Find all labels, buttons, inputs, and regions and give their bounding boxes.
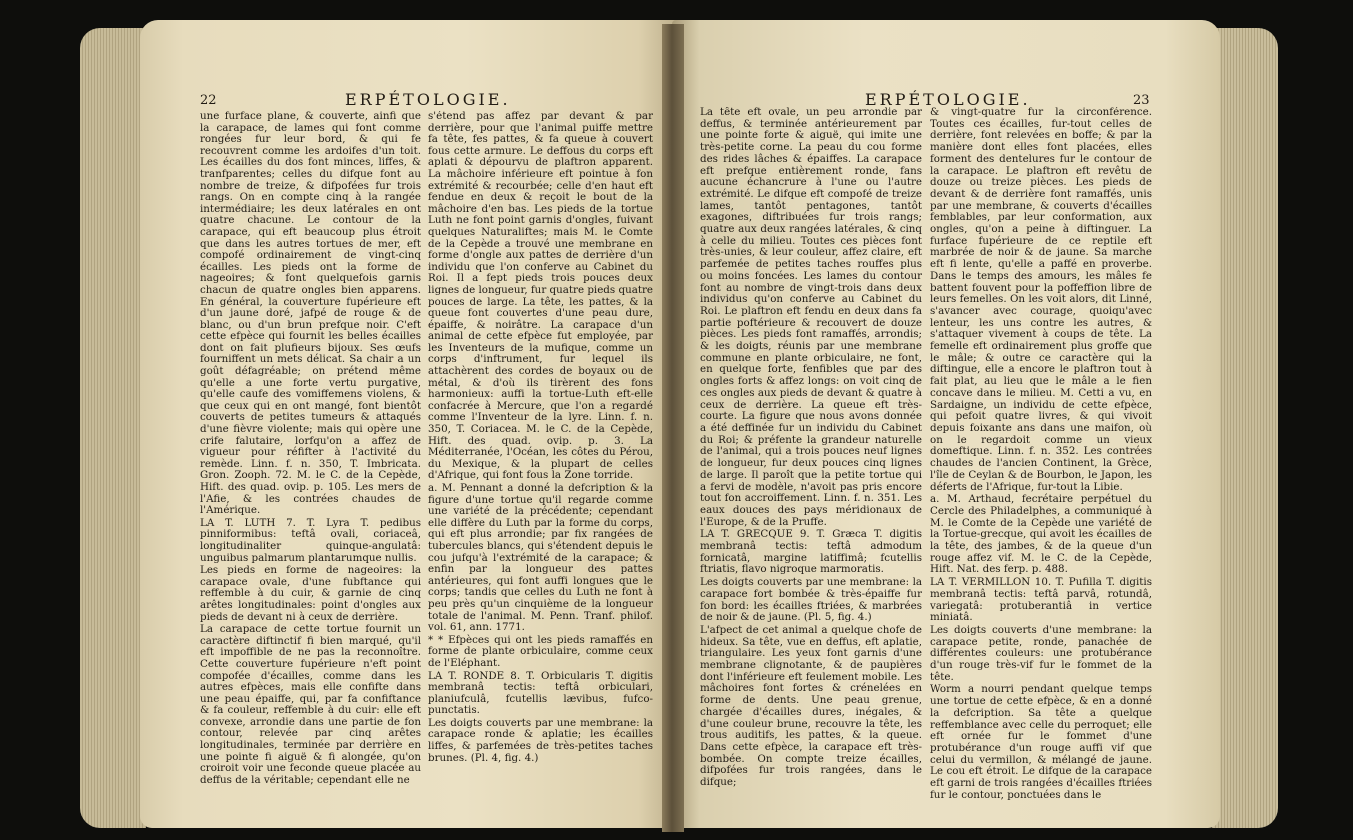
right-page-number: 23 (1133, 93, 1150, 108)
left-column-1 (200, 111, 421, 811)
species-entry: LA T. VERMILLON 10. T. Pufilla T. digitis membranâ tectis: teftâ parvâ, rotundâ, variegatâ: protuberantiâ in vertice miniatâ. (930, 576, 1152, 624)
species-entry: LA T. LUTH 7. T. Lyra T. pedibus pinniformibus: teftâ ovali, coriaceâ, longitudinaliter quinque-angulatâ: unguibus palmarum plantarumque nullis. (200, 516, 421, 564)
paragraph: une furface plane, & couverte, ainfi que la carapace, de lames qui font comme rongées fur leur bord, & qui fe recouvrent comme les ardoifes d'un toit. Les écailles du dos font minces, liffes, & tranfparentes; celles du difque font au nombre de treize, & difpofées fur trois rangs. On en compte cinq à la rangée intermédiaire; les deux latérales en ont quatre chacune. Le contour de la carapace, qui eft beaucoup plus étroit que dans les autres tortues de mer, eft compofé ordinairement de vingt-cinq écailles. Les pieds ont la forme de nageoires; & font quelquefois garnis chacun de quatre ongles bien apparens. En général, la couverture fupérieure eft d'un jaune doré, jafpé de rouge & de blanc, ou d'un brun prefque noir. C'eft cette efpèce qui fournit les belles écailles dont on fait plufieurs bijoux. Ses œufs fourniffent un mets délicat. Sa chair a un goût défagréable; on prétend même qu'elle a une forte vertu purgative, qu'elle caufe des vomiffemens violens, & que ceux qui en ont mangé, font bientôt couverts de petites tumeurs & attaqués d'une fièvre violente; mais qui opère une crife falutaire, lorfqu'on a affez de vigueur pour réfifter à l'activité du remède. Linn. f. n. 350, T. Imbricata. Gron. Zooph. 72. M. le C. de la Cepède, Hift. des quad. ovip. p. 105. Les mers de l'Afie, & les contrées chaudes de l'Amérique. (200, 111, 421, 517)
paragraph: a. M. Pennant a donné la defcription & la figure d'une tortue qu'il regarde comme une variété de la précédente; cependant elle diffère du Luth par la forme du corps, qui eft plus arrondie; par fix rangées de tubercules blancs, qui s'étendent depuis le cou jufqu'à l'extrémité de la carapace; & enfin par la longueur des pattes antérieures, qui font auffi longues que le corps; tandis que celles du Luth ne font à peu près qu'un cinquième de la longueur totale de l'animal. M. Penn. Tranf. philof. vol. 61, ann. 1771. (428, 482, 653, 634)
left-page-edges (80, 28, 146, 828)
right-column-2 (930, 107, 1152, 807)
book-gutter (662, 24, 684, 832)
paragraph: a. M. Arthaud, fecrétaire perpétuel du Cercle des Philadelphes, a communiqué à M. le Comte de la Cepède une variété de la Tortue-grecque, qui avoit les écailles de la tête, des jambes, & de la queue d'un rouge affez vif. M. le C. de la Cepède, Hift. Nat. des ferp. p. 488. (930, 493, 1152, 576)
species-entry: LA T. RONDE 8. T. Orbicularis T. digitis membranâ tectis: teftâ orbiculari, planiufculâ, fcutellis lævibus, fufco-punctatis. (428, 669, 653, 717)
left-running-head: ERPÉTOLOGIE. (345, 90, 511, 109)
paragraph: La carapace de cette tortue fournit un caractère diftinctif fi bien marqué, qu'il eft impoffible de ne pas la reconnoître. Cette couverture fupérieure n'eft point compofée d'écailles, comme dans les autres efpèces, mais elle confifte dans une peau épaiffe, qui, par fa confiftance & fa couleur, reffemble à du cuir: elle eft convexe, arrondie dans une partie de fon contour, relevée par cinq arêtes longitudinales, terminée par derrière en une pointe fi aiguë & fi alongée, qu'on croiroit voir une feconde queue placée au deffus de la véritable; cependant elle ne (200, 623, 421, 786)
left-column-2 (428, 111, 653, 811)
paragraph: Les doigts couverts par une membrane: la carapace ronde & aplatie; les écailles liffes, & parfemées de très-petites taches brunes. (Pl. 4, fig. 4.) (428, 716, 653, 764)
paragraph: L'afpect de cet animal a quelque chofe de hideux. Sa tête, vue en deffus, eft aplatie, triangulaire. Les yeux font garnis d'une membrane clignotante, & de paupières dont l'inférieure eft feulement mobile. Les mâchoires font fortes & crénelées en forme de dents. Une peau grenue, chargée d'écailles dures, inégales, & d'une couleur brune, recouvre la tête, les trous auditifs, les pattes, & la queue. Dans cette efpèce, la carapace eft très-bombée. On compte treize écailles, difpofées fur trois rangées, dans le difque; (700, 623, 922, 789)
paragraph: & vingt-quatre fur la circonférence. Toutes ces écailles, fur-tout celles de derrière, font relevées en boffe; & par la manière dont elles font placées, elles forment des dentelures fur le contour de la carapace. Le plaftron eft revêtu de douze ou treize pièces. Les pieds de devant & de derrière font ramaffés, unis par une membrane, & couverts d'écailles femblables, par leur conformation, aux ongles, qu'on a peine à diftinguer. La furface fupérieure de ce reptile eft marbrée de noir & de jaune. Sa marche eft fi lente, qu'elle a paffé en proverbe. Dans le temps des amours, les mâles fe battent fouvent pour la poffeffion libre de leurs femelles. On les voit alors, dit Linné, s'avancer avec courage, quoiqu'avec lenteur, les uns contre les autres, & s'attaquer vivement à coups de tête. La femelle eft ordinairement plus groffe que le mâle; & outre ce caractère qui la diftingue, elle a encore le plaftron tout à fait plat, au lieu que le mâle a le fien concave dans le milieu. M. Cetti a vu, en Sardaigne, un individu de cette efpèce, qui pefoit quatre livres, & qui vivoit depuis foixante ans dans une maifon, où on le regardoit comme un vieux domeftique. Linn. f. n. 352. Les contrées chaudes de l'ancien Continent, la Grèce, l'île de Ceylan & de Bourbon, le Japon, les déferts de l'Afrique, fur-tout la Libie. (930, 107, 1152, 493)
paragraph: Worm a nourri pendant quelque temps une tortue de cette efpèce, & en a donné la defcription. Sa tête a quelque reffemblance avec celle du perroquet; elle eft ornée fur le fommet d'une protubérance d'un rouge auffi vif que celui du vermillon, & mélangé de jaune. Le cou eft étroit. Le difque de la carapace eft garni de trois rangées d'écailles ftriées fur le contour, ponctuées dans le (930, 683, 1152, 801)
paragraph: La tête eft ovale, un peu arrondie par deffus, & terminée antérieurement par une pointe forte & aiguë, qui imite une très-petite corne. La peau du cou forme des rides lâches & épaiffes. La carapace eft prefque entièrement ronde, fans aucune échancrure à l'une ou l'autre extrémité. Le difque eft compofé de treize lames, tantôt pentagones, tantôt exagones, diftribuées fur trois rangs; quatre aux deux rangées latérales, & cinq à celle du milieu. Toutes ces pièces font très-unies, & leur couleur, affez claire, eft parfemée de petites taches rouffes plus ou moins foncées. Les lames du contour font au nombre de vingt-trois dans deux individus qu'on conferve au Cabinet du Roi. Le plaftron eft fendu en deux dans fa partie poftérieure & recouvert de douze pièces. Les pieds font ramaffés, arrondis; & les doigts, réunis par une membrane commune en plante orbiculaire, ne font, en quelque forte, fenfibles que par des ongles forts & affez longs: on voit cinq de ces ongles aux pieds de devant & quatre à ceux de derrière. La queue eft très-courte. La figure que nous avons donnée a été deffinée fur un individu du Cabinet du Roi; & préfente la grandeur naturelle de l'animal, qui a trois pouces neuf lignes de longueur, fur deux pouces cinq lignes de large. Il paroît que la petite tortue qui a fervi de modèle, n'avoit pas pris encore tout fon accroiffement. Linn. f. n. 351. Les eaux douces des pays méridionaux de l'Europe, & de la Pruffe. (700, 107, 922, 528)
right-running-head: ERPÉTOLOGIE. (865, 90, 1031, 109)
paragraph: Les doigts couverts d'une membrane: la carapace petite, ronde, panachée de différentes couleurs: une protubérance d'un rouge très-vif fur le fommet de la tête. (930, 623, 1152, 683)
paragraph: Les pieds en forme de nageoires: la carapace ovale, d'une fubftance qui reffemble à du cuir, & garnie de cinq arêtes longitudinales: point d'ongles aux pieds de devant ni à ceux de derrière. (200, 564, 421, 623)
paragraph: Les doigts couverts par une membrane: la carapace fort bombée & très-épaiffe fur fon bord: les écailles ftriées, & marbrées de noir & de jaune. (Pl. 5, fig. 4.) (700, 576, 922, 624)
paragraph: s'étend pas affez par devant & par derrière, pour que l'animal puiffe mettre fa tête, fes pattes, & fa queue à couvert fous cette armure. Le deffous du corps eft aplati & dépourvu de plaftron apparent. La mâchoire inférieure eft pointue à fon extrémité & recourbée; celle d'en haut eft fendue en deux & reçoit le bout de la mâchoire d'en bas. Les pieds de la tortue Luth ne font point garnis d'ongles, fuivant quelques Naturaliftes; mais M. le Comte de la Cepède a trouvé une membrane en forme d'ongle aux pattes de derrière d'un individu que l'on conferve au Cabinet du Roi. Il a fept pieds trois pouces deux lignes de longueur, fur quatre pieds quatre pouces de large. La tête, les pattes, & la queue font couvertes d'une peau dure, épaiffe, & noirâtre. La carapace d'un animal de cette efpèce fut employée, par les Inventeurs de la mufique, comme un corps d'inftrument, fur lequel ils attachèrent des cordes de boyaux ou de métal, & d'où ils tirèrent des fons harmonieux: auffi la tortue-Luth eft-elle confacrée à Mercure, que l'on a regardé comme l'Inventeur de la lyre. Linn. f. n. 350, T. Coriacea. M. le C. de la Cepède, Hift. des quad. ovip. p. 3. La Méditerranée, l'Océan, les côtes du Pérou, du Mexique, & la plupart de celles d'Afrique, qui font fous la Zone torride. (428, 111, 653, 482)
section-note: * * Efpèces qui ont les pieds ramaffés en forme de plante orbiculaire, comme ceux de l'Eléphant. (428, 633, 653, 669)
right-page-edges (1212, 28, 1278, 828)
right-column-1 (700, 107, 922, 807)
species-entry: LA T. GRECQUE 9. T. Græca T. digitis membranâ tectis: teftâ admodum fornicatâ, margine latiffimâ; fcutellis ftriatis, flavo nigroque marmoratis. (700, 528, 922, 576)
left-page-number: 22 (200, 93, 217, 108)
